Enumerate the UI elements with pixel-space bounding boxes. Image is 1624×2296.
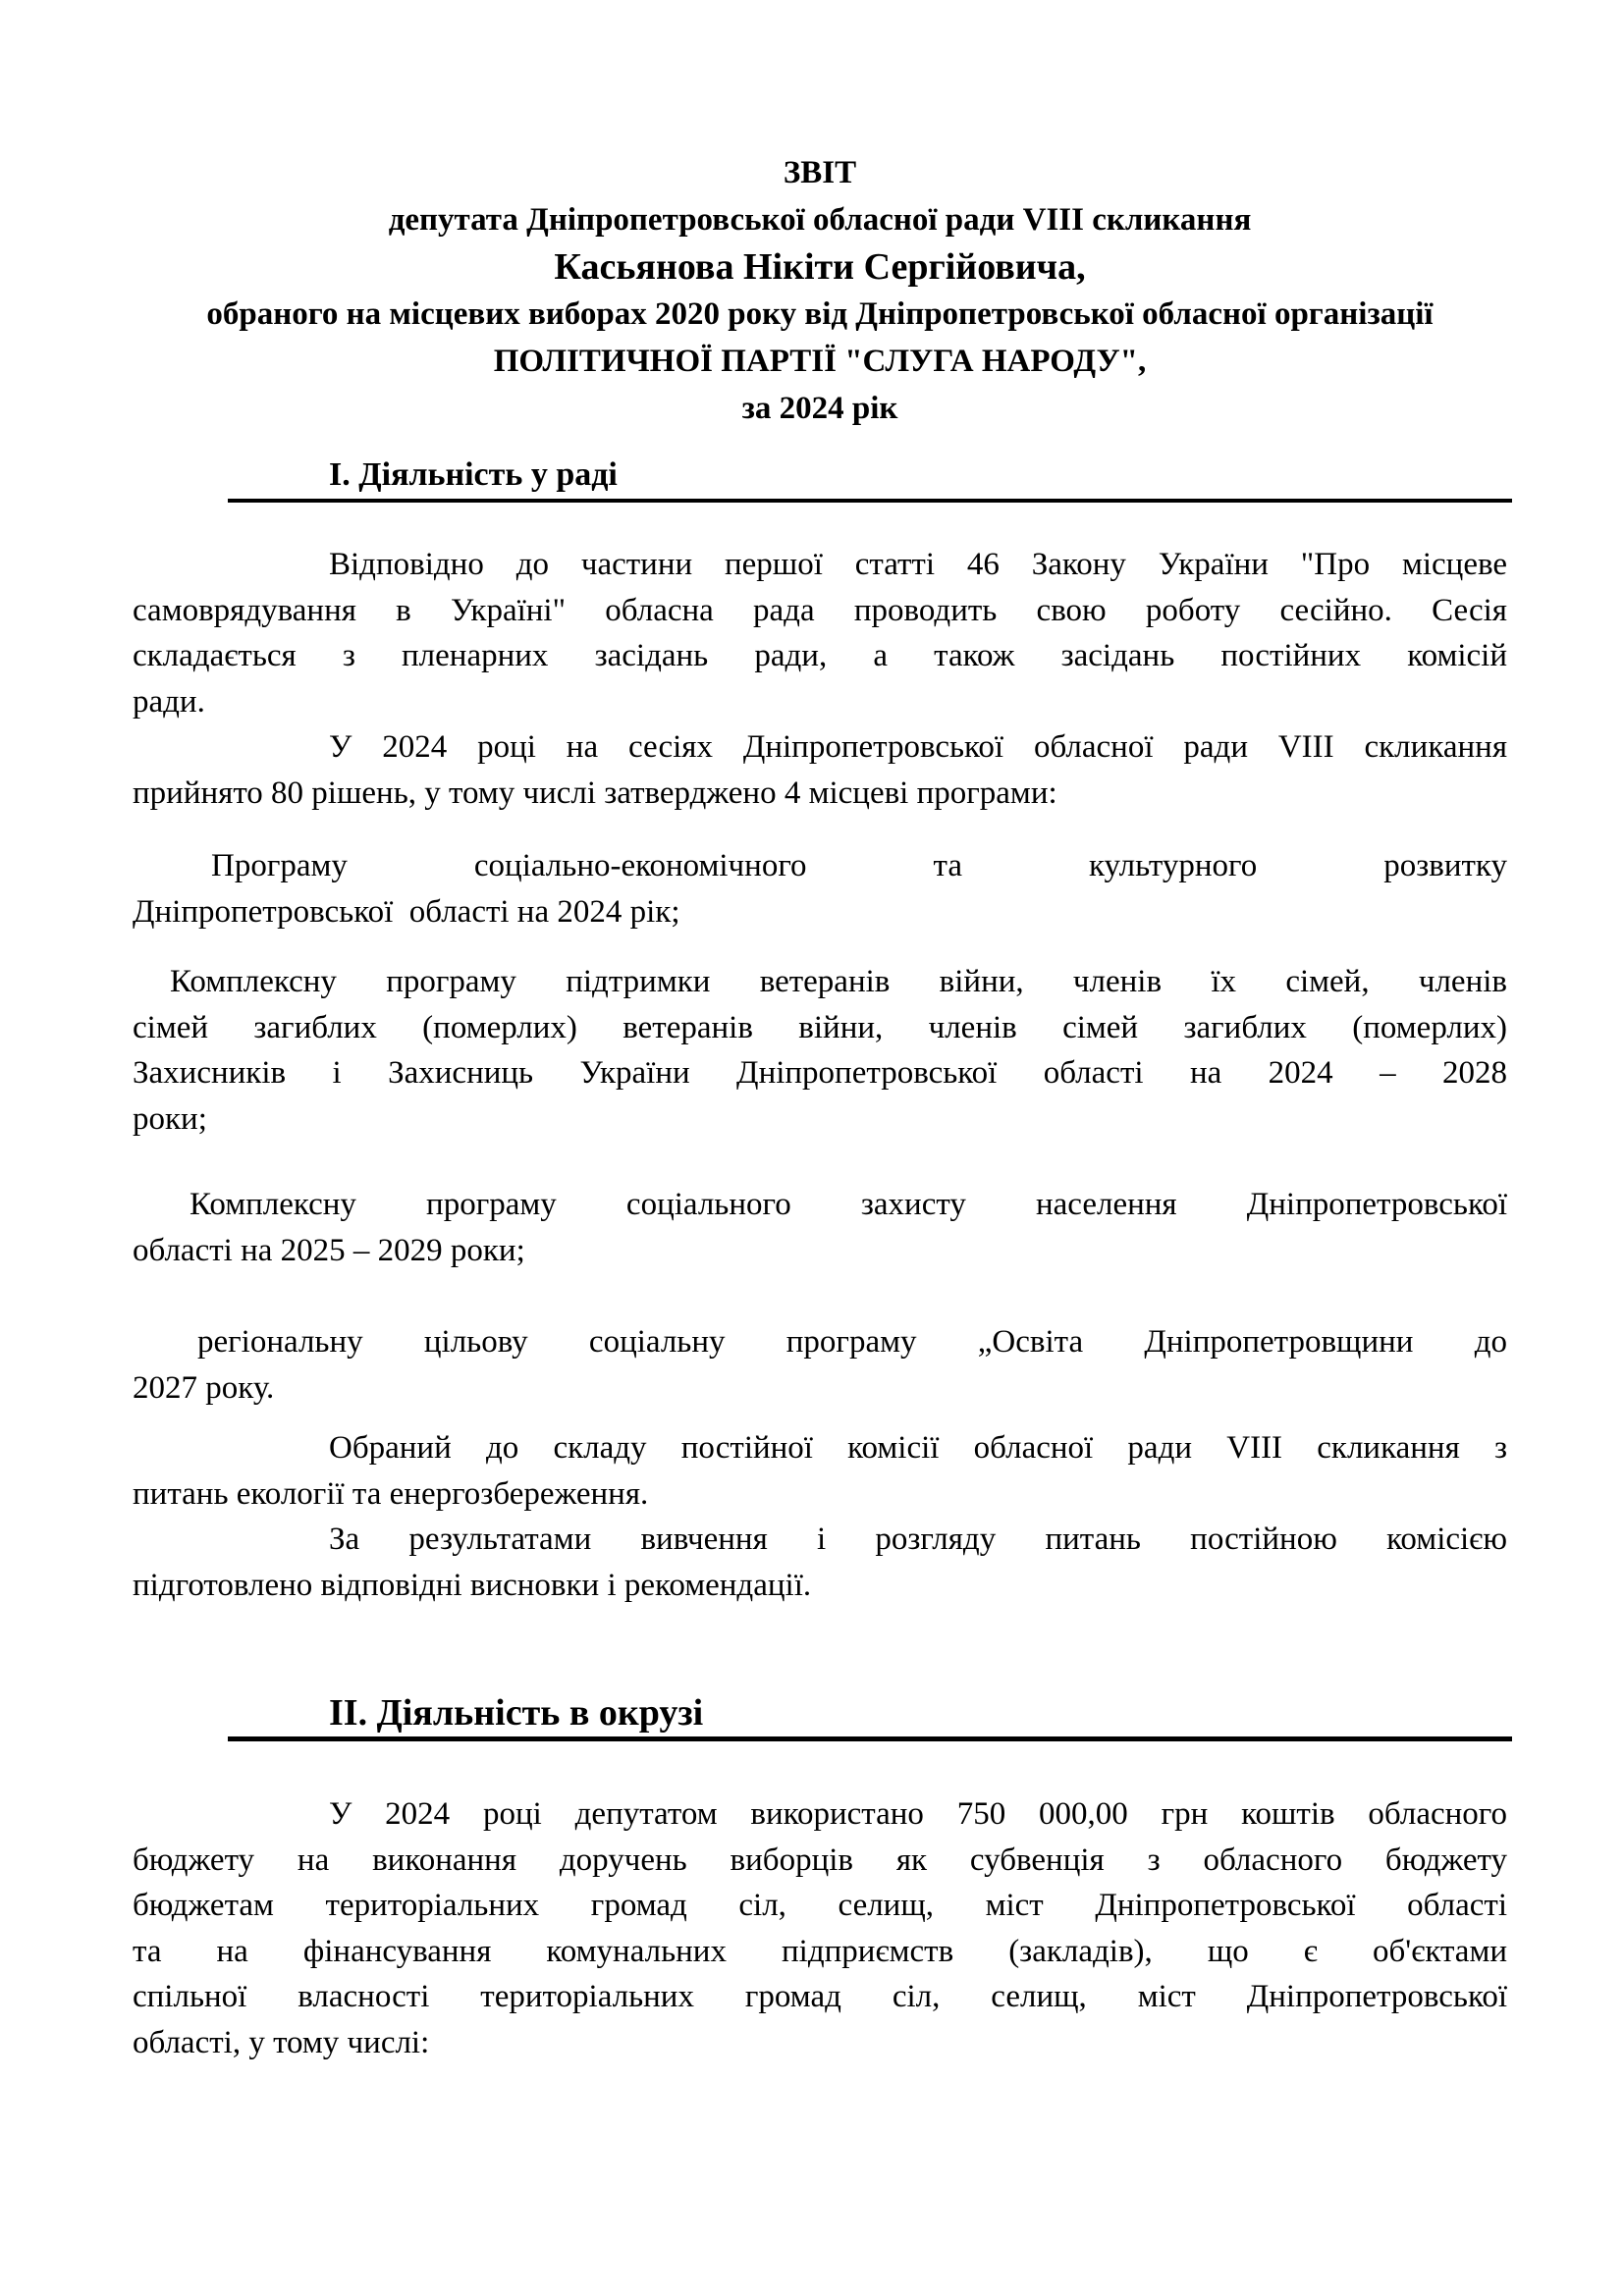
header-line-1: ЗВІТ: [783, 155, 857, 190]
paragraph-line: Обраний до складу постійної комісії обласної ради VIII скликання з: [329, 1430, 1507, 1466]
section-2-paragraph-1: [133, 1791, 1507, 2065]
paragraph-line: У 2024 році депутатом використано 750 000,00 грн коштів обласного: [329, 1796, 1507, 1832]
paragraph-line: області, у тому числі:: [133, 2024, 430, 2060]
paragraph-line: бюджету на виконання доручень виборців як субвенція з обласного бюджету: [133, 1842, 1507, 1878]
paragraph-line: Захисників і Захисниць України Дніпропетровської області на 2024 – 2028: [133, 1055, 1507, 1091]
section-1-paragraph-2: [133, 724, 1507, 816]
section-1-paragraph-7: [133, 1425, 1507, 1517]
header-line-6: за 2024 рік: [741, 391, 898, 426]
report-header: [133, 149, 1507, 432]
paragraph-line: самоврядування в Україні" обласна рада проводить свою роботу сесійно. Сесія: [133, 592, 1507, 628]
paragraph-line: сімей загиблих (померлих) ветеранів війни, членів сімей загиблих (померлих): [133, 1009, 1507, 1045]
paragraph-line: Відповідно до частини першої статті 46 Закону України "Про місцеве: [329, 547, 1507, 582]
paragraph-line: Дніпропетровської області на 2024 рік;: [133, 893, 680, 930]
section-2-underline-rule: [228, 1736, 1512, 1741]
section-1-paragraph-6: [133, 1319, 1507, 1411]
paragraph-line: ради.: [133, 683, 205, 720]
paragraph-line: області на 2025 – 2029 роки;: [133, 1232, 525, 1268]
paragraph-line: За результатами вивчення і розгляду питань постійною комісією: [329, 1522, 1507, 1557]
header-line-5: ПОЛІТИЧНОЇ ПАРТІЇ "СЛУГА НАРОДУ",: [493, 344, 1147, 379]
section-2-heading: ІІ. Діяльність в окрузі: [329, 1692, 704, 1734]
section-1-paragraph-8: [133, 1517, 1507, 1608]
paragraph-line: Комплексну програму соціального захисту населення Дніпропетровської: [189, 1187, 1507, 1222]
section-1-paragraph-1: [133, 542, 1507, 724]
paragraph-line: складається з пленарних засідань ради, а також засідань постійних комісій: [133, 638, 1507, 673]
section-1-heading: І. Діяльність у раді: [329, 456, 618, 493]
paragraph-line: роки;: [133, 1100, 207, 1137]
section-1-underline-rule: [228, 499, 1512, 503]
paragraph-line: питань екології та енергозбереження.: [133, 1475, 649, 1512]
header-line-3: Касьянова Нікіти Сергійовича,: [554, 246, 1086, 288]
paragraph-line: підготовлено відповідні висновки і рекомендації.: [133, 1567, 812, 1603]
paragraph-line: 2027 року.: [133, 1369, 275, 1406]
paragraph-line: У 2024 році на сесіях Дніпропетровської обласної ради VIII скликання: [329, 729, 1507, 765]
paragraph-line: спільної власності територіальних громад сіл, селищ, міст Дніпропетровської: [133, 1979, 1507, 2014]
section-1-paragraph-5: [133, 1182, 1507, 1273]
section-1-paragraph-3: [133, 843, 1507, 934]
paragraph-line: регіональну цільову соціальну програму „Освіта Дніпропетровщини до: [197, 1324, 1507, 1360]
text-column: [133, 0, 1507, 2065]
paragraph-line: прийнято 80 рішень, у тому числі затверджено 4 місцеві програми:: [133, 774, 1057, 811]
section-1: [133, 452, 1507, 1608]
section-2: [133, 1689, 1507, 2065]
report-sections: [133, 452, 1507, 2065]
header-line-4: обраного на місцевих виборах 2020 року від Дніпропетровської обласної організації: [206, 296, 1434, 332]
section-1-paragraph-4: [133, 959, 1507, 1142]
paragraph-line: бюджетам територіальних громад сіл, селищ, міст Дніпропетровської області: [133, 1888, 1507, 1923]
header-line-2: депутата Дніпропетровської обласної ради VIII скликання: [388, 202, 1252, 238]
paragraph-line: Програму соціально-економічного та культурного розвитку: [211, 848, 1507, 883]
paragraph-line: Комплексну програму підтримки ветеранів війни, членів їх сімей, членів: [170, 964, 1507, 999]
paragraph-line: та на фінансування комунальних підприємств (закладів), що є об'єктами: [133, 1933, 1507, 1969]
